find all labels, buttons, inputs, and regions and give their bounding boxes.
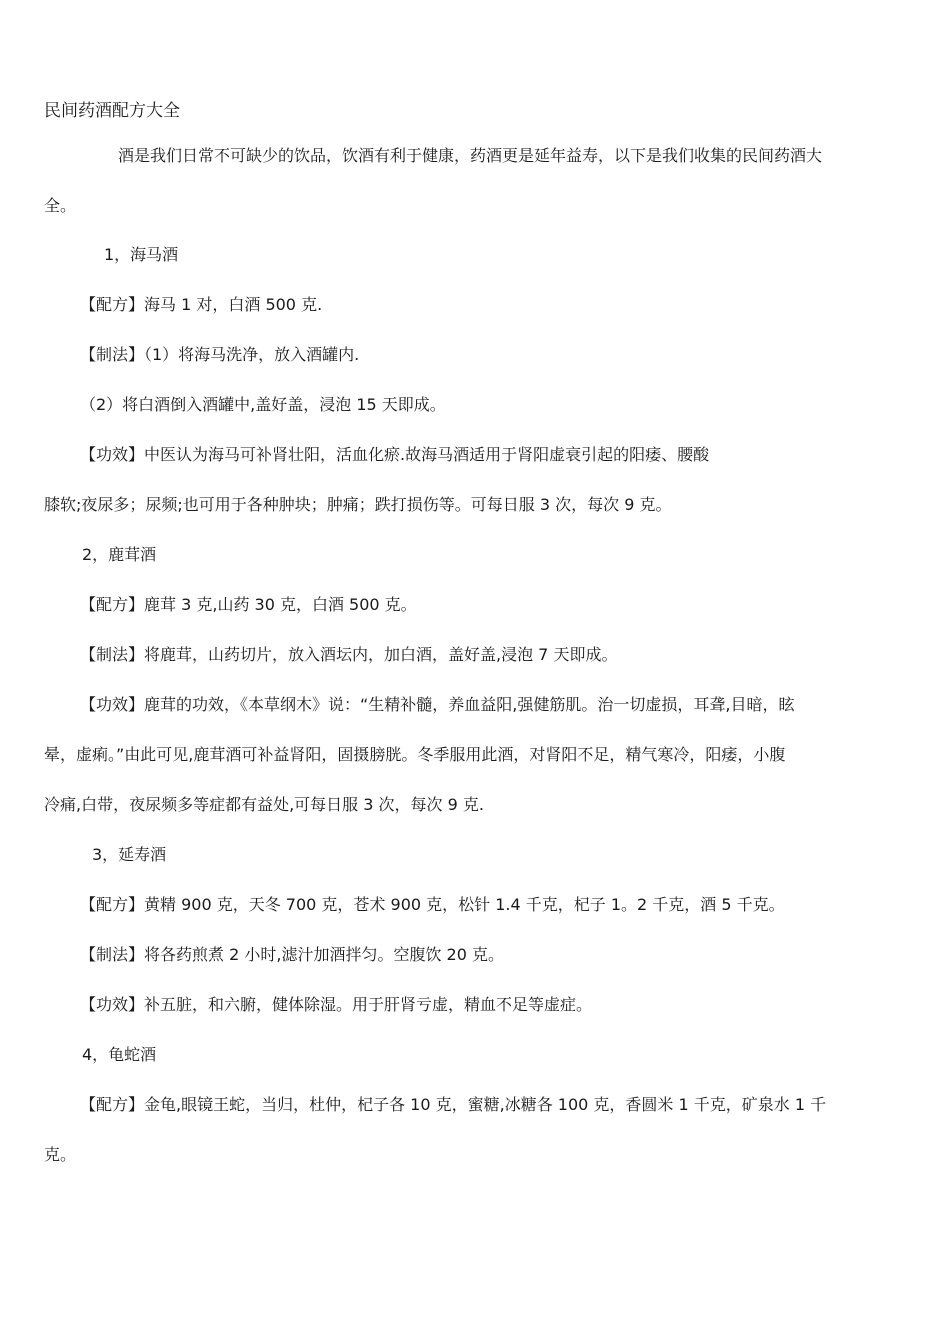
recipe-line: 【制法】（1）将海马洗净，放入酒罐内. (80, 345, 360, 364)
recipe-line: 【配方】黄精 900 克，天冬 700 克，苍术 900 克，松针 1.4 千克，杞子 1。2 千克，酒 5 千克。 (80, 895, 785, 914)
recipe-line: 【制法】将各药煎煮 2 小时,滤汁加酒拌匀。空腹饮 20 克。 (80, 945, 504, 964)
recipe-line: 【制法】将鹿茸，山药切片，放入酒坛内，加白酒，盖好盖,浸泡 7 天即成。 (80, 645, 618, 664)
recipe-line: 【配方】海马 1 对，白酒 500 克. (80, 295, 323, 314)
section-heading: 2，鹿茸酒 (82, 545, 157, 564)
section-heading: 4，龟蛇酒 (82, 1045, 157, 1064)
recipe-line: 晕，虚痢。”由此可见,鹿茸酒可补益肾阳，固摄膀胱。冬季服用此酒，对肾阳不足，精气寒冷，阳痿，小腹 (44, 745, 786, 764)
section-heading: 3，延寿酒 (92, 845, 167, 864)
document-title: 民间药酒配方大全 (44, 101, 180, 121)
intro-paragraph-line: 酒是我们日常不可缺少的饮品，饮酒有利于健康，药酒更是延年益寿，以下是我们收集的民间药酒大 (118, 146, 823, 165)
intro-paragraph-line: 全。 (44, 196, 77, 215)
recipe-line: 【配方】金龟,眼镜王蛇，当归，杜仲，杞子各 10 克，蜜糖,冰糖各 100 克，香圆米 1 千克，矿泉水 1 千 (80, 1095, 827, 1114)
recipe-line: 【功效】中医认为海马可补肾壮阳，活血化瘀.故海马酒适用于肾阳虚衰引起的阳痿、腰酸 (80, 445, 710, 464)
recipe-line: （2）将白酒倒入酒罐中,盖好盖，浸泡 15 天即成。 (80, 395, 446, 414)
recipe-line: 【功效】鹿茸的功效，《本草纲木》说：“生精补髓，养血益阳,强健筋肌。治一切虚损，耳聋,目暗，眩 (80, 695, 795, 714)
recipe-line: 冷痛,白带，夜尿频多等症都有益处,可每日服 3 次，每次 9 克. (44, 795, 484, 814)
recipe-line: 膝软;夜尿多；尿频;也可用于各种肿块；肿痛；跌打损伤等。可每日服 3 次，每次 9 克。 (44, 495, 672, 514)
section-heading: 1，海马酒 (104, 245, 179, 264)
recipe-line: 【功效】补五脏，和六腑，健体除湿。用于肝肾亏虚，精血不足等虚症。 (80, 995, 593, 1014)
recipe-line: 克。 (44, 1145, 77, 1164)
recipe-line: 【配方】鹿茸 3 克,山药 30 克，白酒 500 克。 (80, 595, 417, 614)
